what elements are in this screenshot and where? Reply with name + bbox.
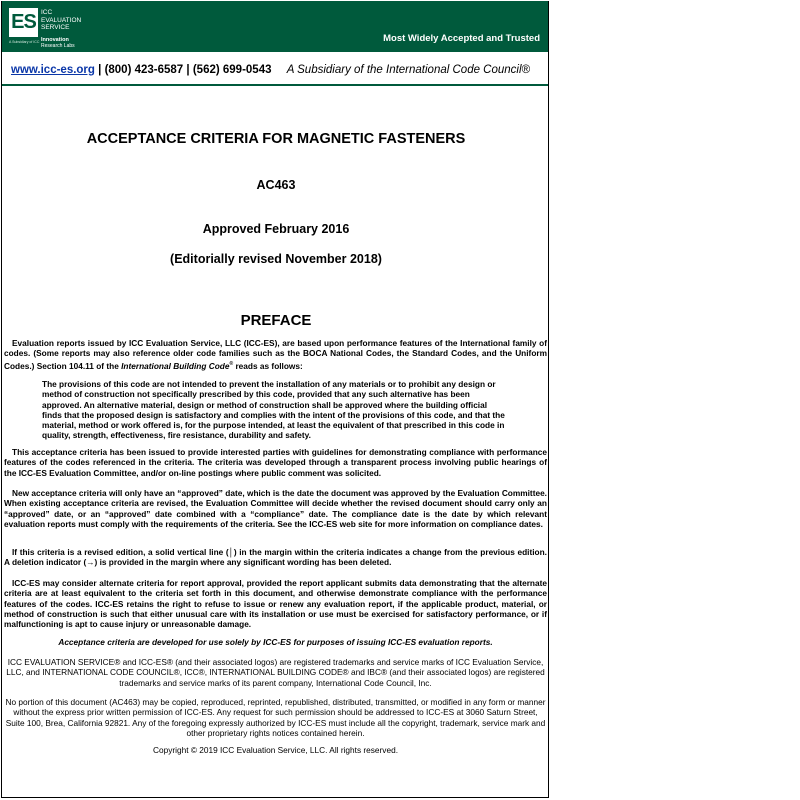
logo-line: SERVICE (41, 24, 70, 31)
sole-use-notice: Acceptance criteria are developed for use solely by ICC-ES for purposes of issuing ICC-ES evaluation reports. (58, 637, 493, 647)
phone-1: (800) 423-6587 (104, 64, 184, 76)
code-quote: The provisions of this code are not intended to prevent the installation of any materials or to prohibit any design or method of construction not specifically prescribed by this code, provided that any such alternative has been approved. An alternative material, design or method of construction shall be approved where the building official finds that the proposed design is satisfactory and complies with the intent of the provisions of this code, and that the material, method or work offered is, for the purpose intended, at least the equivalent of that prescribed in this code in quality, strength, effectiveness, fire resistance, durability and safety. (42, 379, 505, 441)
separator: | (186, 64, 190, 76)
copying-notice: No portion of this document (AC463) may be copied, reproduced, reprinted, republished, distributed, transmitted, or modified in any form or manner without the express prior written permission of ICC-ES. Any request for such permission should be addressed to ICC-ES at 3060 Saturn Street, Suite 100, Brea, California 92821. Any of the foregoing expressly authorized by ICC-ES must include all the copyright, trademark, service mark and other proprietary rights notices contained herein. (5, 697, 546, 738)
approval-date: Approved February 2016 (202, 222, 350, 236)
preface-paragraph-3: New acceptance criteria will only have an “approved” date, which is the date the document was approved by the Evaluation Committee. When existing acceptance criteria are revised, the Evaluation Committee will decide whether the revised document should carry only an “approved” date, or an “approved” date combined with a “compliance” date. The compliance date is the date by which relevant evaluation reports must comply with the requirements of the criteria. See the ICC-ES web site for more information on compliance dates. (4, 488, 547, 529)
copyright-notice: Copyright © 2019 ICC Evaluation Service, LLC. All rights reserved. (153, 745, 398, 755)
preface-paragraph-2: This acceptance criteria has been issued to provide interested parties with guidelines for demonstrating compliance with performance features of the codes referenced in the criteria. The criteria was developed through a transparent process involving public hearings of the ICC-ES Evaluation Committee, and/or on-line postings where public comment was solicited. (4, 447, 547, 478)
trademark-notice: ICC EVALUATION SERVICE® and ICC-ES® (and their associated logos) are registered trademarks and service marks of ICC Evaluation Service, LLC, and INTERNATIONAL CODE COUNCIL®, ICC®, INTERNATIONAL BUILDING CODE® and IBC® (and their associated logos) are registered trademarks and service marks of its parent company, International Code Council, Inc. (6, 657, 545, 688)
logo-line: EVALUATION (41, 16, 82, 24)
document-page (1, 1, 549, 798)
header-band (2, 1, 549, 52)
innovation-logo (41, 38, 75, 49)
icc-es-logo: ES (9, 8, 38, 37)
innovation-line: Research Labs (41, 42, 75, 49)
ibc-reference: International Building Code (121, 360, 230, 371)
contact-line (11, 64, 530, 76)
logo-line: ICC (41, 9, 53, 16)
phone-2: (562) 699-0543 (192, 64, 272, 76)
website-link[interactable]: www.icc-es.org (11, 64, 95, 76)
paragraph-text: Evaluation reports issued by ICC Evaluation Service, LLC (ICC-ES), are based upon performance features of the International family of codes. (Some reports may also reference older code families such as the BOCA National Codes, the Standard Codes, and the Uniform Codes.) Section 104.11 of the (4, 338, 547, 371)
subsidiary-text: A Subsidiary of the International Code Council® (286, 64, 530, 76)
document-title: ACCEPTANCE CRITERIA FOR MAGNETIC FASTENERS (86, 131, 466, 147)
criteria-code: AC463 (256, 178, 296, 192)
preface-heading: PREFACE (240, 312, 312, 329)
logo-wordmark (41, 9, 81, 32)
logo-subtitle: A Subsidiary of ICC (9, 40, 40, 44)
registered-mark: ® (229, 360, 234, 367)
preface-paragraph-5: ICC-ES may consider alternate criteria for report approval, provided the report applicant submits data demonstrating that the alternate criteria are at least equivalent to the criteria set forth in this document, and otherwise demonstrate compliance with the performance features of the codes. ICC-ES retains the right to refuse to issue or renew any evaluation report, if the applicable product, material, or method of construction is such that either unusual care with its installation or use must be exercised for satisfactory performance, or if malfunctioning is apt to cause injury or unreasonable damage. (4, 578, 547, 630)
innovation-line: Innovation (41, 37, 69, 43)
header-tagline: Most Widely Accepted and Trusted (383, 33, 540, 44)
separator: | (98, 64, 102, 76)
paragraph-text: reads as follows: (233, 360, 303, 371)
header-divider (2, 84, 549, 86)
preface-paragraph-4: If this criteria is a revised edition, a solid vertical line (│) in the margin within the criteria indicates a change from the previous edition. A deletion indicator (→) is provided in the margin where any significant wording has been deleted. (4, 547, 547, 568)
preface-paragraph-1 (4, 338, 547, 371)
revision-note: (Editorially revised November 2018) (170, 252, 382, 266)
